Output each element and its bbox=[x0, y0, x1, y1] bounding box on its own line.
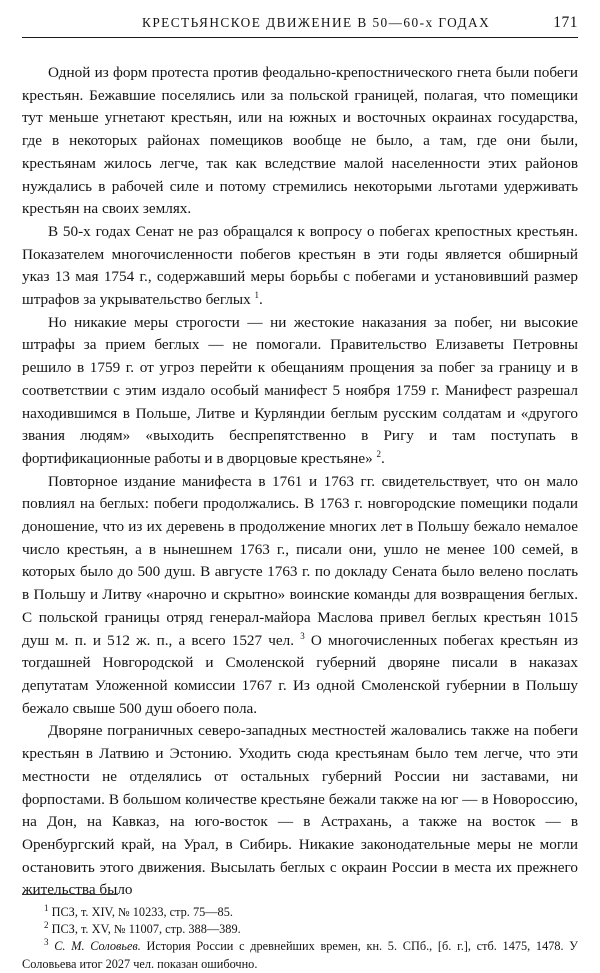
paragraph bbox=[22, 471, 578, 721]
footnote-reference: 3 bbox=[300, 630, 305, 641]
paragraph-tail: О многочисленных побегах крестьян из тогдашней Новгородской и Смоленской губерний дворяне писали в наказах депутатам Уложенной комиссии 1767 г. Из одной Смоленской губернии в Польшу бежало свыше 500 душ обоего пола. bbox=[22, 631, 578, 717]
paragraph bbox=[22, 62, 578, 221]
paragraph-tail: . bbox=[381, 449, 385, 467]
main-text bbox=[22, 62, 578, 902]
footnote-text: История России с древнейших времен, кн. 5. СПб., [б. г.], стб. 1475, 1478. У Соловьева итог 2027 чел. показан ошибочно. bbox=[22, 939, 579, 971]
footnotes bbox=[22, 904, 578, 973]
footnote-reference: 1 bbox=[254, 289, 259, 300]
page-number: 171 bbox=[553, 14, 578, 31]
footnote bbox=[22, 904, 578, 921]
footnote-mark: 1 bbox=[44, 902, 49, 913]
paragraph-text: Повторное издание манифеста в 1761 и 1763 гг. свидетельствует, что он мало повлиял на беглых: побеги продолжались. В 1763 г. новгородские помещики подали доношение, что из их деревень в продолжение многих лет в Польшу бежало немалое число крестьян, а в нынешнем 1763 г., писали они, ушло не менее 100 семей, в которых было до 500 душ. В августе 1763 г. по докладу Сената было велено послать в Польшу и Литву «нарочно и скрытно» воинские команды для возвращения беглых. С польской границы отряд генерал-майора Маслова привел беглых крестьян 1015 душ м. п. и 512 ж. п., а всего 1527 чел. bbox=[22, 472, 578, 649]
footnote-mark: 2 bbox=[44, 920, 49, 931]
paragraph-text: Но никакие меры строгости — ни жестокие наказания за побег, ни высокие штрафы за прием беглых — не помогали. Правительство Елизаветы Петровны решило в 1759 г. от угроз перейти к обещаниям прощения за побег за границу и в соответствии с этим издало особый манифест 5 ноября 1759 г. Манифест разрешал находившимся в Польше, Литве и Курляндии беглым русским солдатам и «другого звания людям» «выходить беспрепятственно в Ригу и там поступать в фортификационные работы и в дворцовые крестьяне» bbox=[22, 313, 578, 467]
paragraph-text: Дворяне пограничных северо-западных местностей жаловались также на побеги крестьян в Латвию и Эстонию. Уходить сюда крестьянам было тем легче, что эти местности не отделялись от остальных губерний России ни заставами, ни форпостами. В большом количестве крестьяне бежали также на юг — в Новороссию, на Дон, на Кавказ, на юго-восток — в Астрахань, а также на восток — в Оренбургский край, на Урал, в Сибирь. Никакие законодательные меры не могли остановить этого движения. Высылать беглых с окраин России в места их прежнего жительства было bbox=[22, 722, 578, 899]
paragraph bbox=[22, 720, 578, 902]
footnote-text: ПСЗ, т. XV, № 11007, стр. 388—389. bbox=[48, 922, 241, 937]
paragraph-text: В 50-х годах Сенат не раз обращался к вопросу о побегах крепостных крестьян. Показателем многочисленности побегов крестьян в эти годы является обширный указ 13 мая 1754 г., содержавший меры борьбы с побегами и установивший размер штрафов за укрывательство беглых bbox=[22, 222, 578, 309]
footnote bbox=[22, 921, 578, 938]
paragraph-text: Одной из форм протеста против феодально-крепостнического гнета были побеги крестьян. Бежавшие поселялись или за польской границей, полагая, что помещики тут меньше угнетают крестьян, или на южных и восточных окраинах государства, где в некоторых районах помещиков вообще не было, а там, где они были, крестьянам жилось легче, так как вследствие малой населенности этих районов нуждались в рабочей силе и потому стремились некоторыми льготами удерживать крестьян на своих землях. bbox=[22, 64, 578, 218]
running-head bbox=[22, 13, 578, 38]
paragraph bbox=[22, 312, 578, 471]
footnote-reference: 2 bbox=[376, 448, 382, 459]
paragraph-tail: . bbox=[259, 291, 263, 309]
footnote-mark: 3 bbox=[44, 937, 49, 948]
footnote bbox=[22, 938, 578, 972]
footnote-divider bbox=[22, 894, 118, 895]
running-title: КРЕСТЬЯНСКОЕ ДВИЖЕНИЕ В 50—60-х ГОДАХ bbox=[142, 15, 491, 30]
footnote-author: С. М. Соловьев. bbox=[54, 939, 141, 954]
footnote-text: ПСЗ, т. XIV, № 10233, стр. 75—85. bbox=[48, 905, 233, 919]
paragraph bbox=[22, 221, 578, 312]
